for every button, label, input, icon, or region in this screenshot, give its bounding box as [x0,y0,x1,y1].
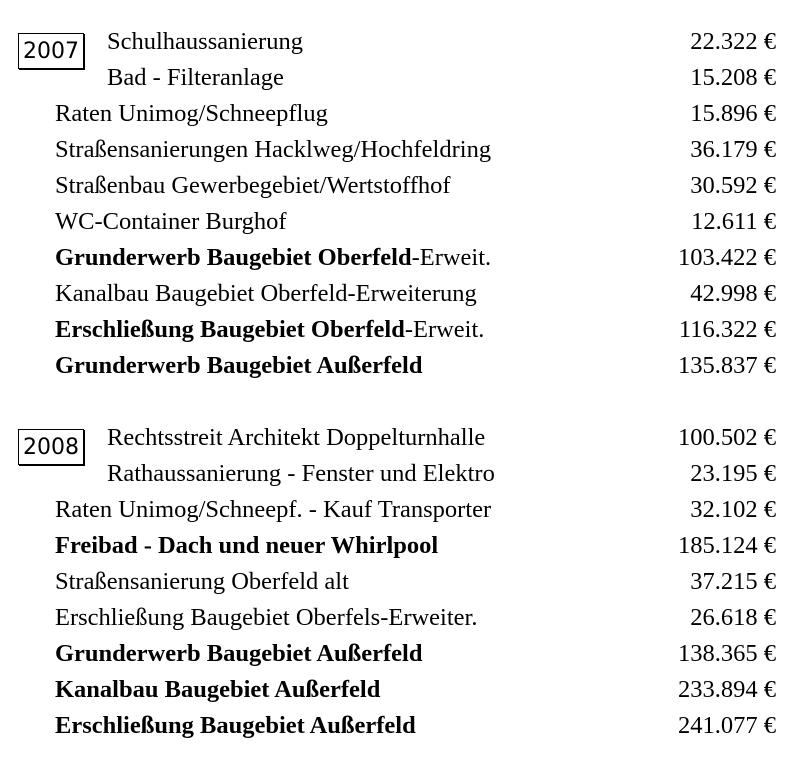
item-amount: 135.837 € [678,352,776,379]
item-label [55,528,438,564]
item-label [107,24,303,60]
list-item [107,24,776,60]
item-label [55,312,484,348]
item-label [55,96,328,132]
item-label-bold-part: Grunderwerb Baugebiet Außerfeld [55,352,423,379]
item-amount: 116.322 € [678,316,776,343]
item-label-bold-part: Grunderwerb Baugebiet Außerfeld [55,640,423,667]
item-label [55,204,287,240]
list-item [55,564,776,600]
item-label [107,60,284,96]
list-item [107,456,776,492]
item-label-part: WC-Container Burghof [55,208,287,235]
item-label-part: Bad - Filteranlage [107,64,284,91]
list-item [55,600,776,636]
item-label [55,636,423,672]
item-amount: 103.422 € [678,244,776,271]
item-label [55,564,349,600]
item-amount: 23.195 € [690,460,776,487]
item-amount: 138.365 € [678,640,776,667]
item-label-part: Erschließung Baugebiet Oberfels-Erweiter. [55,604,478,631]
item-label-part: Straßenbau Gewerbegebiet/Wertstoffhof [55,172,451,199]
item-label-part: Raten Unimog/Schneepf. - Kauf Transporter [55,496,492,523]
item-label-part: -Erweit. [411,244,492,271]
item-label-part: Rechtsstreit Architekt Doppelturnhalle [107,424,486,451]
list-item [55,672,776,708]
item-amount: 100.502 € [678,424,776,451]
item-label [55,708,416,744]
item-label-part: Kanalbau Baugebiet Oberfeld-Erweiterung [55,280,477,307]
list-item [55,708,776,744]
item-label [55,348,423,384]
item-label [55,672,380,708]
item-amount: 37.215 € [690,568,776,595]
list-item [55,276,776,312]
item-label-bold-part: Erschließung Baugebiet Außerfeld [55,712,416,739]
year-label-2008: 2008 [18,429,84,465]
item-label [107,456,495,492]
item-label [55,132,491,168]
list-item [107,420,776,456]
item-label-part: -Erweit. [404,316,485,343]
list-item [55,528,776,564]
list-item [55,348,776,384]
item-label [55,168,451,204]
list-item [55,240,776,276]
item-label [55,276,477,312]
item-label-part: Straßensanierung Oberfeld alt [55,568,349,595]
item-amount: 30.592 € [690,172,776,199]
item-label-part: Rathaussanierung - Fenster und Elektro [107,460,495,487]
list-item [55,168,776,204]
item-label-bold-part: Grunderwerb Baugebiet Oberfeld [55,244,412,271]
list-item [55,312,776,348]
item-amount: 15.896 € [690,100,776,127]
item-label-bold-part: Freibad - Dach und neuer Whirlpool [55,532,439,559]
list-item [107,60,776,96]
item-amount: 233.894 € [678,676,776,703]
list-item [55,204,776,240]
list-item [55,132,776,168]
item-amount: 241.077 € [678,712,776,739]
item-label-part: Raten Unimog/Schneepflug [55,100,328,127]
item-amount: 12.611 € [691,208,776,235]
item-amount: 22.322 € [690,28,776,55]
item-label [55,240,491,276]
item-label [55,600,477,636]
item-amount: 32.102 € [690,496,776,523]
item-amount: 15.208 € [690,64,776,91]
item-label-bold-part: Erschließung Baugebiet Oberfeld [55,316,405,343]
list-item [55,492,776,528]
item-label-part: Straßensanierungen Hacklweg/Hochfeldring [55,136,492,163]
item-label-part: Schulhaussanierung [107,28,303,55]
item-amount: 36.179 € [690,136,776,163]
item-amount: 42.998 € [690,280,776,307]
list-item [55,636,776,672]
item-label [55,492,491,528]
item-amount: 26.618 € [690,604,776,631]
list-item [55,96,776,132]
item-label [107,420,485,456]
item-amount: 185.124 € [678,532,776,559]
item-label-bold-part: Kanalbau Baugebiet Außerfeld [55,676,381,703]
year-label-2007: 2007 [18,33,84,69]
